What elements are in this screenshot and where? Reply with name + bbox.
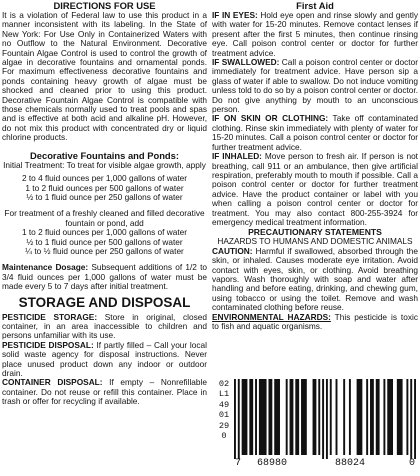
container-disposal-label: CONTAINER DISPOSAL: (2, 377, 103, 388)
directions-text: It is a violation of Federal law to use this product in a manner inconsistent with its labeling. In the State of New York: For Use Only in Containerized Waters with no Outflow to the Natural Environment. Decorative Fountain Algae Control is used to control the growth of algae in decorative fountains and ornamental ponds. For maximum effectiveness decorative fountains and ponds containing heavy growth of algae must be shocked and cleaned prior to using this product. Decorative Fountain Algae Control is compatible with those chemicals normally used to treat pools and spas and is effective at both acid and alkaline pH. However, do not mix this product with concentrated dry or liquid chlorine products. (2, 10, 207, 143)
eyes-text: Hold eye open and rinse slowly and gently with water for 15-20 minutes. Remove contact lenses if present after the first 5 minutes, then continue rinsing eye. Call poison control center or doctor for further treatment advice. (212, 10, 418, 58)
barcode-bar (330, 379, 332, 455)
barcode-bar (249, 379, 253, 455)
skin-text: Take off contaminated clothing. Rinse skin immediately with plenty of water for 15-20 minutes. Call a poison control center or doctor for further treatment advice. (212, 113, 418, 152)
barcode-bar (322, 379, 324, 459)
caution-text: Harmful if swallowed, absorbed through the skin, or inhaled. Causes moderate eye irritation. Avoid contact with eyes, skin, or clothing. Avoid breathing vapors. Wash thoroughly with soap and water after handling and before eating, drinking, and chewing gum, using tobacco or using the toilet. Remove and wash contaminated clothing before reuse. (212, 245, 418, 313)
storage-text: Store in original, closed container, in an area inaccessible to children and persons unfamiliar with its use. (2, 311, 207, 341)
caution-paragraph (212, 247, 418, 313)
first-aid-column (212, 0, 418, 331)
barcode-bar (406, 379, 408, 455)
barcode-bar (238, 379, 240, 459)
initial-dose-2: 1 to 2 fluid ounces per 500 gallons of water (25, 182, 184, 193)
caution-label: CAUTION: (212, 245, 253, 256)
barcode-bar (268, 379, 272, 455)
upc-barcode (215, 379, 417, 474)
barcode-number-system: 7 (235, 458, 242, 469)
barcode-bar (366, 379, 368, 455)
barcode-bar (397, 379, 403, 455)
barcode-right-group: 88024 (335, 458, 366, 469)
barcode-bar (349, 379, 351, 455)
skin-paragraph (212, 114, 418, 152)
maintenance-label: Maintenance Dosage: (2, 262, 89, 273)
directions-title: DIRECTIONS FOR USE (53, 0, 156, 11)
barcode-bar (410, 379, 412, 459)
precautionary-title: PRECAUTIONARY STATEMENTS (248, 227, 382, 238)
inhaled-text: Move person to fresh air. If person is not breathing, call 911 or an ambulance, then give artificial respiration, preferably mouth to mouth if possible. Call a poison control center or doctor for further treatment advice. Have the product container or label with you when calling a poison control center or doctor for treatment. You may also contact 800-255-3924 for emergency medical treatment information. (212, 151, 418, 227)
fresh-dose-list (2, 228, 207, 256)
barcode-bar (301, 379, 307, 455)
barcode-bar (313, 379, 317, 455)
fountains-title: Decorative Fountains and Ponds: (30, 149, 179, 161)
barcode-bar (286, 379, 288, 455)
container-disposal-text: If empty – Nonrefillable container. Do not reuse or refill this container. Place in trash or offer for recycling if available. (2, 377, 207, 407)
maintenance-paragraph (2, 263, 207, 291)
environmental-label: ENVIRONMENTAL HAZARDS: (212, 311, 331, 322)
barcode-bar (414, 379, 416, 459)
swallowed-label: IF SWALLOWED: (212, 57, 280, 68)
pesticide-disposal-text: If partly filled – Call your local solid waste agency for disposal instructions. Never place unused product down any indoor or outdoor drain. (2, 339, 207, 378)
skin-label: IF ON SKIN OR CLOTHING: (212, 113, 329, 124)
storage-paragraph (2, 313, 207, 341)
barcode-bar (343, 379, 345, 455)
barcode-bar (387, 379, 393, 455)
first-aid-title: First Aid (296, 0, 334, 11)
inhaled-paragraph (212, 152, 418, 227)
swallowed-paragraph (212, 58, 418, 114)
barcode-left-group: 68980 (257, 458, 288, 469)
barcode-bar (290, 379, 294, 455)
barcode-bar (274, 379, 280, 455)
environmental-paragraph (212, 313, 418, 332)
fresh-treatment-text: For treatment of a freshly cleaned and filled decorative fountain or pond, add (4, 208, 205, 228)
barcode-bar (234, 379, 236, 459)
initial-dose-1: 2 to 4 fluid ounces per 1,000 gallons of water (21, 173, 188, 184)
eyes-paragraph (212, 11, 418, 58)
container-disposal-paragraph (2, 378, 207, 406)
barcode-side-digits: 02L14901290 (218, 379, 230, 442)
hazards-title: HAZARDS TO HUMANS AND DOMESTIC ANIMALS (217, 236, 413, 247)
fresh-dose-1: 1 to 2 fluid ounces per 1,000 gallons of water (21, 227, 188, 238)
pesticide-disposal-paragraph (2, 341, 207, 379)
barcode-bar (357, 379, 363, 455)
barcode-bar (242, 379, 248, 455)
pesticide-disposal-label: PESTICIDE DISPOSAL: (2, 339, 94, 350)
initial-dose-3: ½ to 1 fluid ounce per 250 gallons of water (26, 191, 183, 202)
barcode-check-digit: 0 (409, 458, 416, 469)
barcode-bar (255, 379, 257, 455)
maintenance-text: Subsequent additions of 1/2 to 3/4 fluid ounces per 1,000 gallons of water must be made every 5 to 7 days after initial treatment. (2, 262, 207, 292)
swallowed-text: Call a poison control center or doctor immediately for treatment advice. Have person sip a glass of water if able to swallow. Do not induce vomiting unless told to do so by a poison control center or doctor. Do not give anything by mouth to an unconscious person. (212, 57, 418, 115)
inhaled-label: IF INHALED: (212, 151, 262, 162)
barcode-bar (383, 379, 385, 455)
storage-title: STORAGE AND DISPOSAL (18, 294, 191, 310)
barcode-bar (336, 379, 338, 455)
barcode-bar (326, 379, 328, 459)
barcode-bar (318, 379, 320, 455)
barcode-bar (370, 379, 374, 455)
initial-treatment-text: Initial Treatment: To treat for visible algae growth, apply (3, 159, 206, 170)
storage-label: PESTICIDE STORAGE: (2, 311, 98, 322)
directions-column (2, 0, 207, 407)
barcode-bar (259, 379, 267, 455)
fresh-dose-3: ¼ to ½ fluid ounce per 250 gallons of water (25, 245, 184, 256)
barcode-bar (295, 379, 299, 455)
barcode-bars (234, 379, 416, 459)
fresh-dose-2: ½ to 1 fluid ounce per 500 gallons of water (26, 236, 183, 247)
initial-dose-list (2, 174, 207, 202)
eyes-label: IF IN EYES: (212, 10, 258, 20)
barcode-bar (376, 379, 380, 455)
environmental-text: This pesticide is toxic to fish and aquatic organisms. (212, 311, 418, 331)
